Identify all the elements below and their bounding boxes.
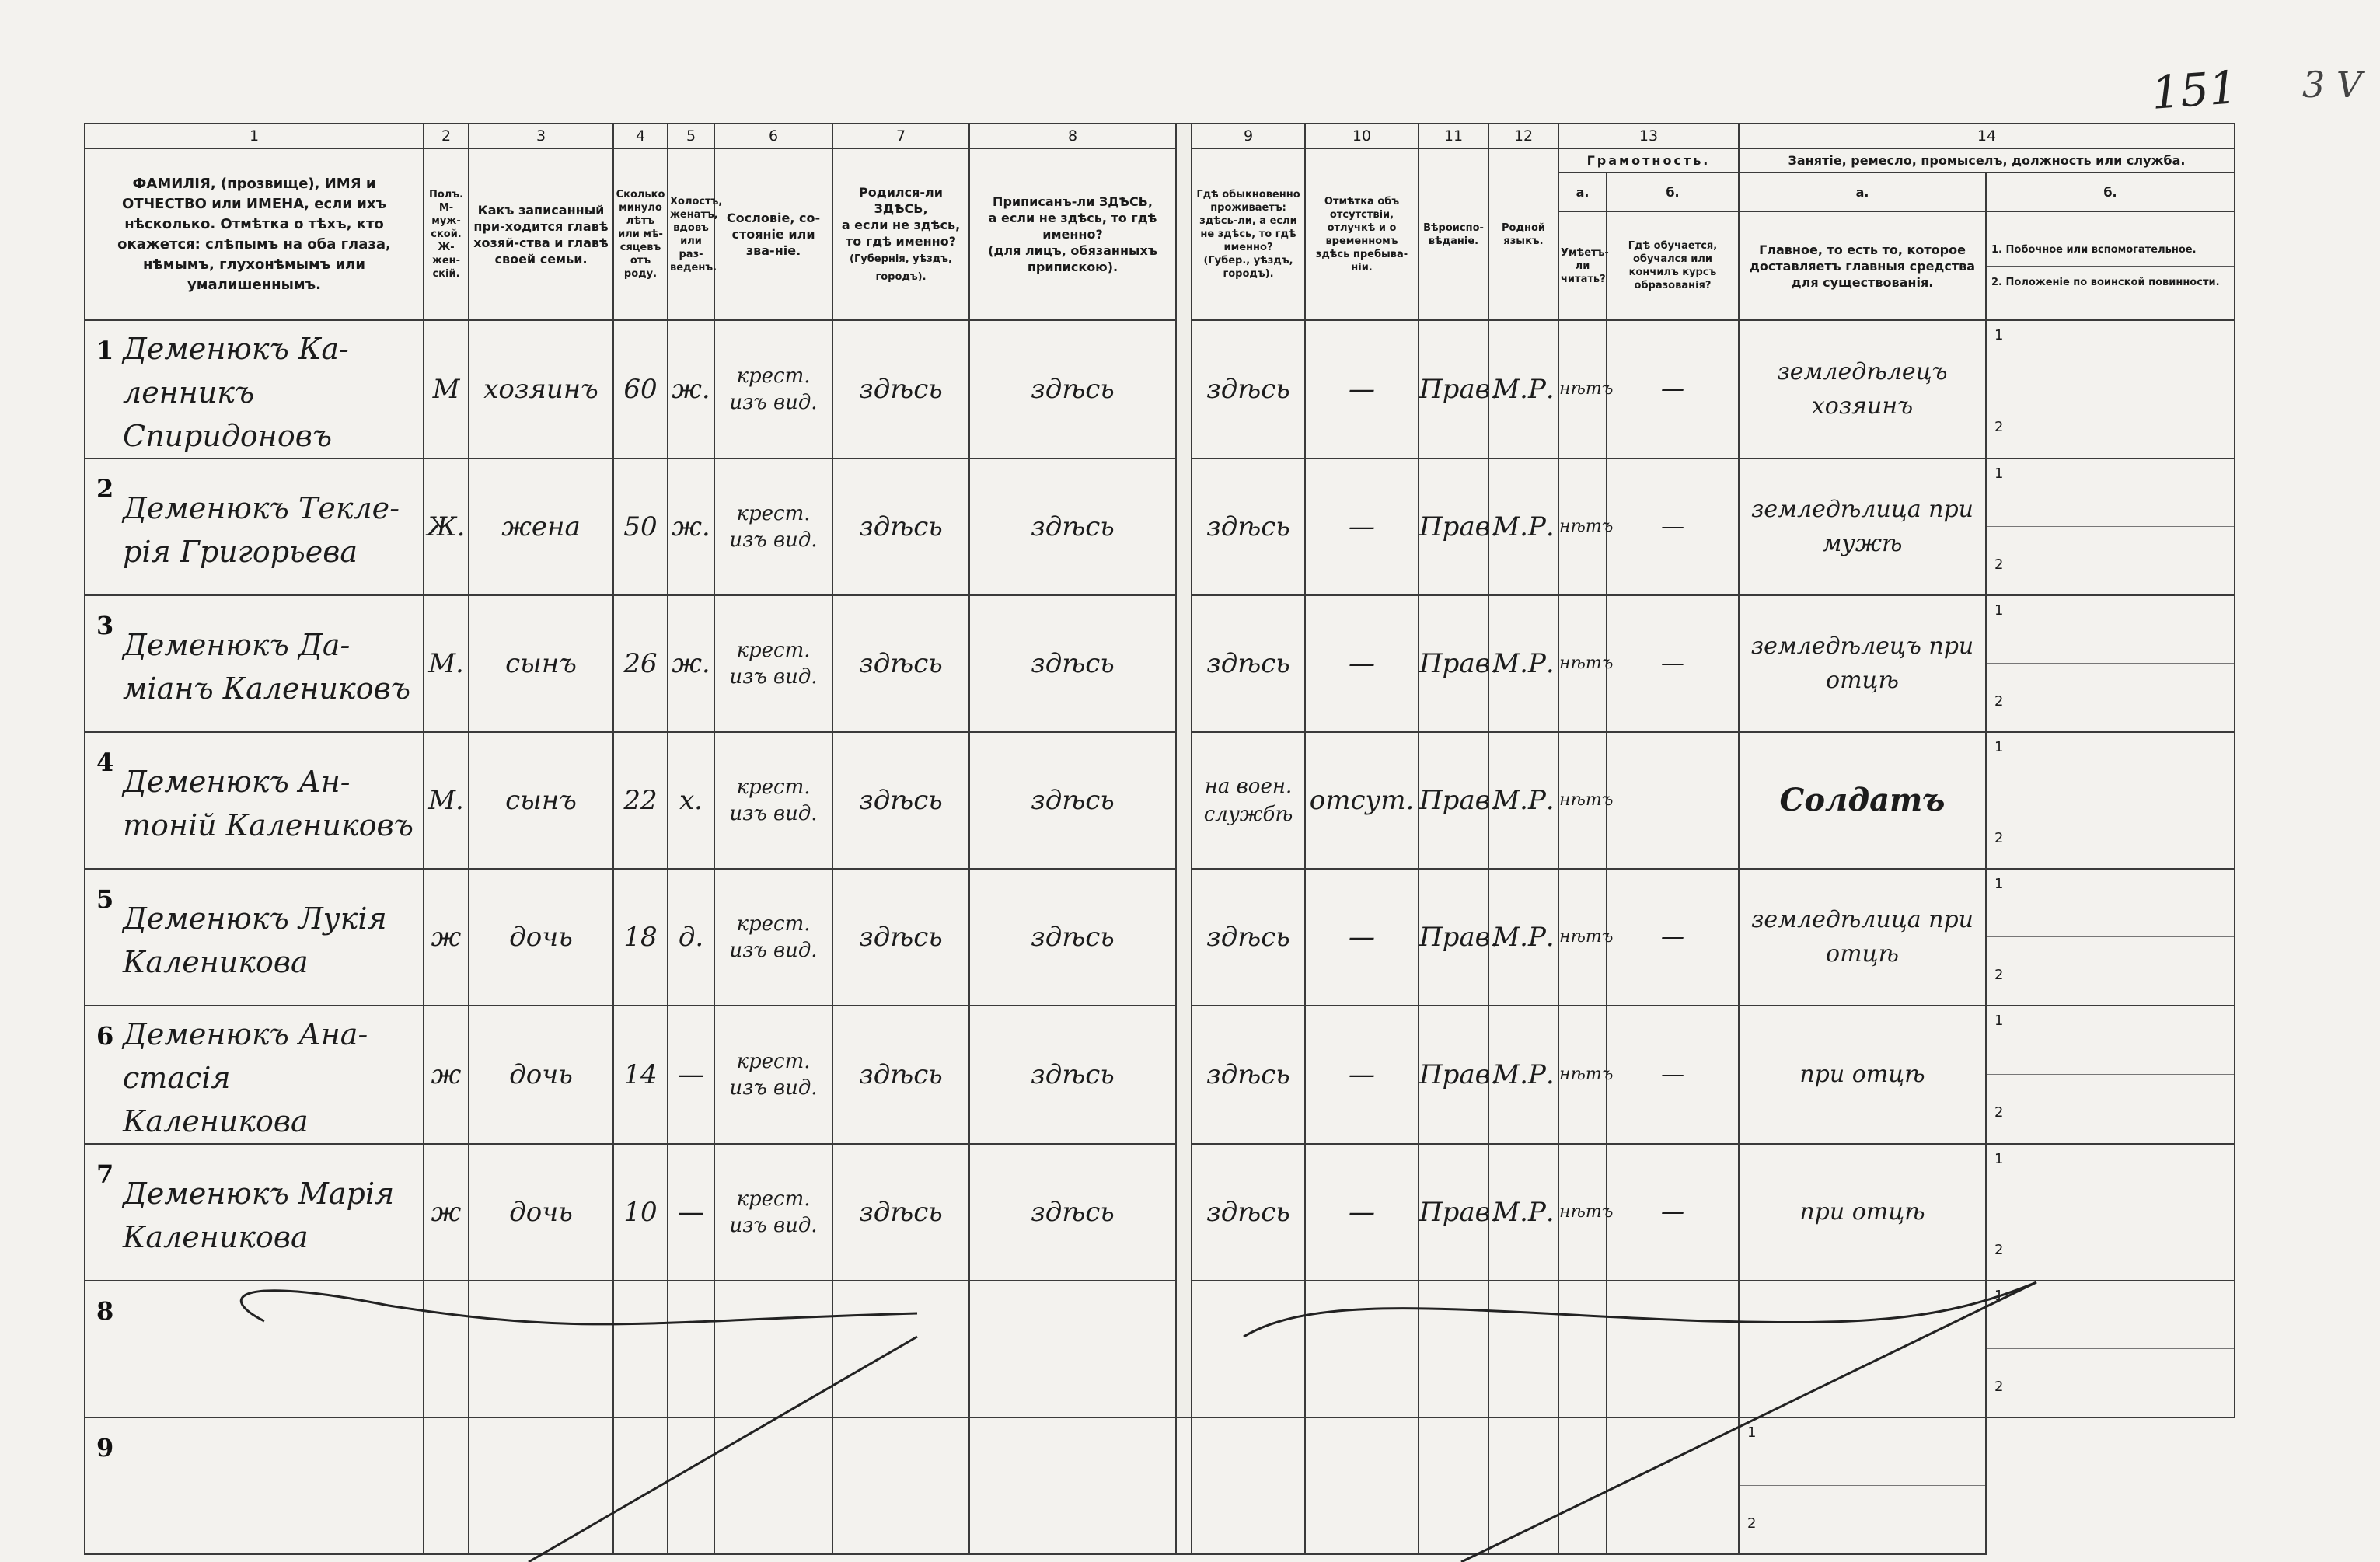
side-line-1: 1: [1994, 327, 2004, 343]
birthplace-cell: здѣсь: [832, 320, 969, 458]
header-registered-c: а если не здѣсь, то гдѣ именно?: [988, 211, 1157, 242]
header-literacy-a-label: а.: [1558, 173, 1607, 211]
side-line-1: 1: [1994, 876, 2004, 892]
absence-cell: —: [1305, 595, 1419, 732]
person-name: Деменюкъ Лукія Каленикова: [123, 901, 387, 979]
header-sex: Полъ. М-муж-ской. Ж-жен-скій.: [424, 148, 469, 320]
header-literacy: Грамотность.: [1558, 148, 1739, 173]
residence-cell: здѣсь: [1192, 320, 1305, 458]
occupation-cell: Солдатъ: [1739, 732, 1986, 869]
age-cell: 26: [613, 595, 668, 732]
religion-cell: Прав.: [1419, 1144, 1488, 1281]
cancel-stroke-left-curve: [241, 1291, 917, 1324]
header-occupation: Занятіе, ремесло, промыселъ, должность или служба.: [1739, 148, 2235, 173]
corner-mark: 3 V: [2302, 64, 2363, 106]
literacy-cell: нѣтъ: [1558, 869, 1607, 1006]
marital-cell: х.: [668, 732, 714, 869]
language-cell: М.Р.: [1488, 458, 1558, 595]
religion-cell: Прав.: [1419, 1006, 1488, 1144]
birthplace-cell: здѣсь: [832, 595, 969, 732]
birthplace-cell: здѣсь: [832, 732, 969, 869]
header-residence-c: а если не здѣсь, то гдѣ именно?: [1200, 215, 1297, 253]
side-line-2: 2: [1994, 556, 2004, 573]
age-cell: 22: [613, 732, 668, 869]
row-number: 3: [96, 611, 114, 640]
birthplace-cell: здѣсь: [832, 1144, 969, 1281]
marital-cell: —: [668, 1006, 714, 1144]
sex-cell: ж: [424, 869, 469, 1006]
religion-cell: Прав.: [1419, 320, 1488, 458]
marital-cell: ж.: [668, 320, 714, 458]
colnum-2: 2: [424, 124, 469, 148]
header-can-read: Умѣетъ-ли читать?: [1558, 211, 1607, 320]
literacy-cell: нѣтъ: [1558, 595, 1607, 732]
header-language: Родной языкъ.: [1488, 148, 1558, 320]
residence-cell: здѣсь: [1192, 1006, 1305, 1144]
religion-cell: Прав.: [1419, 458, 1488, 595]
relation-cell: дочь: [469, 1006, 613, 1144]
colnum-1: 1: [85, 124, 424, 148]
birthplace-cell: здѣсь: [832, 458, 969, 595]
side-line-2: 2: [1994, 1242, 2004, 1258]
person-name: Деменюкъ Ан-тоній Калениковъ: [123, 765, 414, 842]
colnum-12: 12: [1488, 124, 1558, 148]
cancel-stroke-right-curve: [1244, 1282, 2036, 1337]
row-number: 7: [96, 1159, 114, 1189]
literacy-cell: нѣтъ: [1558, 320, 1607, 458]
header-birthplace-a: Родился-ли: [859, 184, 943, 200]
education-cell: —: [1607, 1006, 1739, 1144]
relation-cell: хозяинъ: [469, 320, 613, 458]
header-estate: Сословіе, со-стояніе или зва-ніе.: [714, 148, 832, 320]
side-line-2: 2: [1994, 830, 2004, 846]
language-cell: М.Р.: [1488, 732, 1558, 869]
estate-cell: крест. изъ вид.: [714, 1144, 832, 1281]
residence-cell: здѣсь: [1192, 595, 1305, 732]
residence-cell: здѣсь: [1192, 869, 1305, 1006]
age-cell: 18: [613, 869, 668, 1006]
header-military-status: 2. Положеніе по воинской повинности.: [1991, 276, 2220, 288]
language-cell: М.Р.: [1488, 1144, 1558, 1281]
residence-cell: здѣсь: [1192, 458, 1305, 595]
language-cell: М.Р.: [1488, 320, 1558, 458]
row-number: 6: [96, 1021, 114, 1051]
row-number: 8: [96, 1296, 114, 1326]
row-number: 2: [96, 474, 114, 504]
education-cell: —: [1607, 869, 1739, 1006]
estate-cell: крест. изъ вид.: [714, 458, 832, 595]
header-name: ФАМИЛІЯ, (прозвище), ИМЯ и ОТЧЕСТВО или ИМЕНА, если ихъ нѣсколько. Отмѣтка о тѣхъ, кто окажется: слѣпымъ на оба глаза, нѣмымъ, глухонѣмымъ или умалишеннымъ.: [85, 148, 424, 320]
residence-cell: на воен. службѣ: [1192, 732, 1305, 869]
person-name: Деменюкъ Текле-рія Григорьева: [123, 491, 400, 569]
colnum-5: 5: [668, 124, 714, 148]
header-side-occupation-1: 1. Побочное или вспомогательное.: [1987, 234, 2234, 267]
side-line-1: 1: [1994, 1151, 2004, 1167]
header-residence-d: (Губер., уѣздъ, городъ).: [1203, 255, 1293, 280]
occupation-cell: земледѣлица при отцѣ: [1739, 869, 1986, 1006]
header-birthplace-b: ЗДѢСЬ,: [874, 200, 928, 216]
estate-cell: крест. изъ вид.: [714, 595, 832, 732]
literacy-cell: нѣтъ: [1558, 1006, 1607, 1144]
marital-cell: —: [668, 1144, 714, 1281]
side-line-1: 1: [1747, 1424, 1757, 1441]
estate-cell: крест. изъ вид.: [714, 320, 832, 458]
header-residence-b: здѣсь-ли,: [1199, 215, 1256, 227]
registered-cell: здѣсь: [969, 732, 1176, 869]
religion-cell: Прав.: [1419, 869, 1488, 1006]
registered-cell: здѣсь: [969, 1144, 1176, 1281]
side-line-1: 1: [1994, 1288, 2004, 1304]
sex-cell: ж: [424, 1144, 469, 1281]
literacy-cell: нѣтъ: [1558, 732, 1607, 869]
person-name: Деменюкъ Марія Каленикова: [123, 1177, 395, 1254]
language-cell: М.Р.: [1488, 869, 1558, 1006]
relation-cell: жена: [469, 458, 613, 595]
colnum-6: 6: [714, 124, 832, 148]
occupation-cell: при отцѣ: [1739, 1144, 1986, 1281]
side-line-2: 2: [1747, 1515, 1757, 1532]
side-line-1: 1: [1994, 465, 2004, 482]
side-line-1: 1: [1994, 602, 2004, 619]
colnum-4: 4: [613, 124, 668, 148]
header-occupation-b-label: б.: [1986, 173, 2235, 211]
relation-cell: дочь: [469, 1144, 613, 1281]
header-residence-a: Гдѣ обыкновенно проживаетъ:: [1196, 189, 1300, 214]
header-absence: Отмѣтка объ отсутствіи, отлучкѣ и о временномъ здѣсь пребыва-ніи.: [1305, 148, 1419, 320]
registered-cell: здѣсь: [969, 320, 1176, 458]
absence-cell: отсут.: [1305, 732, 1419, 869]
religion-cell: Прав.: [1419, 595, 1488, 732]
header-age: Сколько минуло лѣтъ или мѣ-сяцевъ отъ роду.: [613, 148, 668, 320]
occupation-cell: земледѣлецъ при отцѣ: [1739, 595, 1986, 732]
colnum-14: 14: [1739, 124, 2235, 148]
age-cell: 10: [613, 1144, 668, 1281]
header-main-occupation: Главное, то есть то, которое доставляетъ главныя средства для существованія.: [1739, 211, 1986, 320]
header-occupation-a-label: а.: [1739, 173, 1986, 211]
colnum-7: 7: [832, 124, 969, 148]
marital-cell: ж.: [668, 595, 714, 732]
relation-cell: сынъ: [469, 595, 613, 732]
colnum-13: 13: [1558, 124, 1739, 148]
row-number: 5: [96, 884, 114, 914]
relation-cell: сынъ: [469, 732, 613, 869]
occupation-cell: при отцѣ: [1739, 1006, 1986, 1144]
row-number: 4: [96, 748, 114, 777]
education-cell: —: [1607, 595, 1739, 732]
religion-cell: Прав.: [1419, 732, 1488, 869]
person-name: Деменюкъ Ка-ленникъ Спиридоновъ: [123, 332, 349, 453]
registered-cell: здѣсь: [969, 869, 1176, 1006]
side-line-1: 1: [1994, 739, 2004, 755]
absence-cell: —: [1305, 320, 1419, 458]
header-literacy-b-label: б.: [1607, 173, 1739, 211]
side-line-2: 2: [1994, 1379, 2004, 1395]
occupation-cell: земледѣлецъ хозяинъ: [1739, 320, 1986, 458]
side-line-1: 1: [1994, 1013, 2004, 1029]
header-religion: Вѣроиспо-вѣданіе.: [1419, 148, 1488, 320]
absence-cell: —: [1305, 458, 1419, 595]
absence-cell: —: [1305, 1006, 1419, 1144]
registered-cell: здѣсь: [969, 1006, 1176, 1144]
cancel-stroke-right-diagonal: [1461, 1282, 2036, 1562]
sex-cell: М: [424, 320, 469, 458]
sex-cell: Ж.: [424, 458, 469, 595]
language-cell: М.Р.: [1488, 1006, 1558, 1144]
absence-cell: —: [1305, 869, 1419, 1006]
person-name: Деменюкъ Ана-стасія Каленикова: [123, 1017, 368, 1138]
occupation-cell: земледѣлица при мужѣ: [1739, 458, 1986, 595]
colnum-9: 9: [1192, 124, 1305, 148]
header-registered-d: (для лицъ, обязанныхъ припискою).: [988, 243, 1157, 274]
sex-cell: М.: [424, 595, 469, 732]
side-line-2: 2: [1994, 967, 2004, 983]
header-relation: Какъ записанный при-ходится главѣ хозяй-ства и главѣ своей семьи.: [469, 148, 613, 320]
marital-cell: д.: [668, 869, 714, 1006]
sex-cell: ж: [424, 1006, 469, 1144]
literacy-cell: нѣтъ: [1558, 1144, 1607, 1281]
absence-cell: —: [1305, 1144, 1419, 1281]
education-cell: —: [1607, 320, 1739, 458]
colnum-10: 10: [1305, 124, 1419, 148]
header-education: Гдѣ обучается, обучался или кончилъ курсъ образованія?: [1607, 211, 1739, 320]
header-birthplace-c: а если не здѣсь, то гдѣ именно?: [841, 217, 961, 249]
estate-cell: крест. изъ вид.: [714, 1006, 832, 1144]
registered-cell: здѣсь: [969, 458, 1176, 595]
age-cell: 50: [613, 458, 668, 595]
colnum-3: 3: [469, 124, 613, 148]
language-cell: М.Р.: [1488, 595, 1558, 732]
sex-cell: М.: [424, 732, 469, 869]
page-number: 151: [2149, 61, 2239, 120]
header-birthplace-d: (Губернія, уѣздъ, городъ).: [850, 253, 952, 283]
estate-cell: крест. изъ вид.: [714, 869, 832, 1006]
literacy-cell: нѣтъ: [1558, 458, 1607, 595]
person-name: Деменюкъ Да-міанъ Калениковъ: [123, 628, 411, 706]
registered-cell: здѣсь: [969, 595, 1176, 732]
age-cell: 60: [613, 320, 668, 458]
header-marital: Холостъ, женатъ, вдовъ или раз-веденъ.: [668, 148, 714, 320]
header-registered-a: Приписанъ-ли: [993, 194, 1095, 209]
residence-cell: здѣсь: [1192, 1144, 1305, 1281]
row-number: 9: [96, 1433, 114, 1463]
side-line-2: 2: [1994, 1104, 2004, 1121]
cancel-stroke-left-diagonal: [529, 1337, 917, 1562]
birthplace-cell: здѣсь: [832, 1006, 969, 1144]
birthplace-cell: здѣсь: [832, 869, 969, 1006]
side-line-2: 2: [1994, 419, 2004, 435]
education-cell: —: [1607, 1144, 1739, 1281]
row-number: 1: [96, 336, 114, 365]
age-cell: 14: [613, 1006, 668, 1144]
header-registered-b: ЗДѢСЬ,: [1098, 194, 1153, 209]
colnum-8: 8: [969, 124, 1176, 148]
marital-cell: ж.: [668, 458, 714, 595]
education-cell: —: [1607, 458, 1739, 595]
side-line-2: 2: [1994, 693, 2004, 710]
estate-cell: крест. изъ вид.: [714, 732, 832, 869]
colnum-11: 11: [1419, 124, 1488, 148]
relation-cell: дочь: [469, 869, 613, 1006]
